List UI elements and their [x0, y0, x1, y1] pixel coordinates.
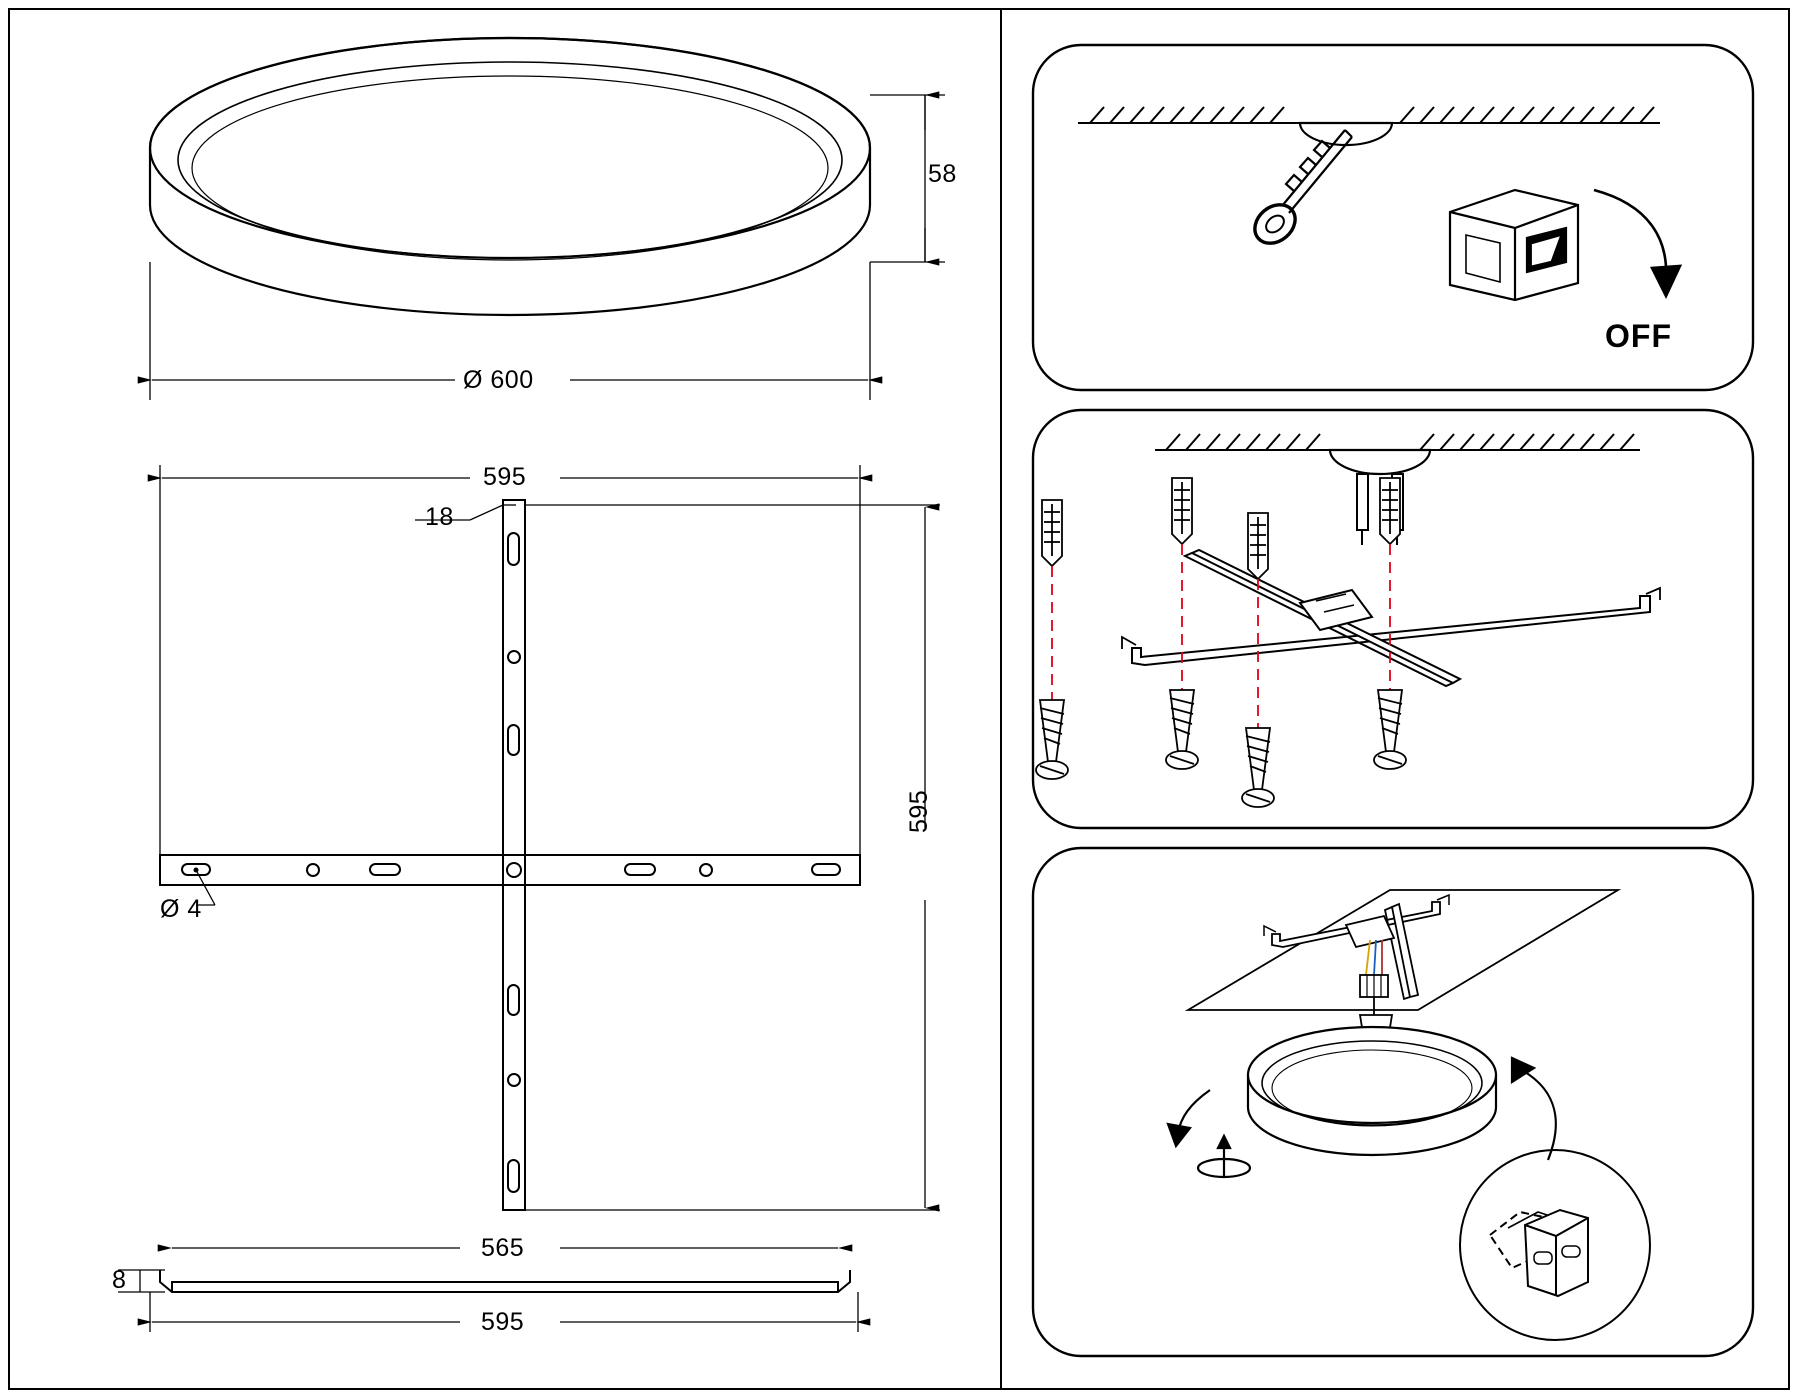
bracket-plan-view	[160, 500, 860, 1210]
step3-luminaire-body-icon	[1248, 1027, 1496, 1155]
dim-label-bracket-width: 595	[483, 463, 527, 491]
bracket-side-profile	[160, 1270, 850, 1292]
step2-cross-bracket-icon	[1122, 550, 1660, 686]
dim-label-height: 58	[928, 160, 957, 188]
dim-label-diameter: Ø 600	[463, 366, 534, 394]
step2-alignment-lines	[1052, 544, 1390, 728]
step2-screw-icons	[1036, 690, 1406, 807]
step1-curved-arrow-icon	[1594, 190, 1680, 296]
dim-label-bracket-height: 595	[905, 789, 933, 833]
step1-off-label: OFF	[1605, 318, 1672, 354]
step3-left-guide-arrow-icon	[1512, 1058, 1556, 1160]
dim-label-thickness: 8	[112, 1266, 127, 1294]
dim-bracket-595-height	[525, 505, 940, 1210]
dim-label-profile-outer: 595	[481, 1308, 525, 1336]
step1-key-icon	[1247, 130, 1352, 251]
dim-label-hole-diameter: Ø 4	[160, 895, 202, 923]
dim-label-profile-inner: 565	[481, 1234, 525, 1262]
lamp-side-view	[150, 38, 870, 315]
step3-clip-detail-icon	[1460, 1150, 1650, 1340]
dim-label-center-width: 18	[425, 503, 454, 531]
step3-rotate-arrow-icon	[1168, 1090, 1250, 1178]
step1-ceiling-hatch-icon	[1078, 107, 1660, 145]
step1-switch-icon	[1450, 190, 1578, 300]
step2-ceiling-hatch-icon	[1155, 434, 1640, 474]
